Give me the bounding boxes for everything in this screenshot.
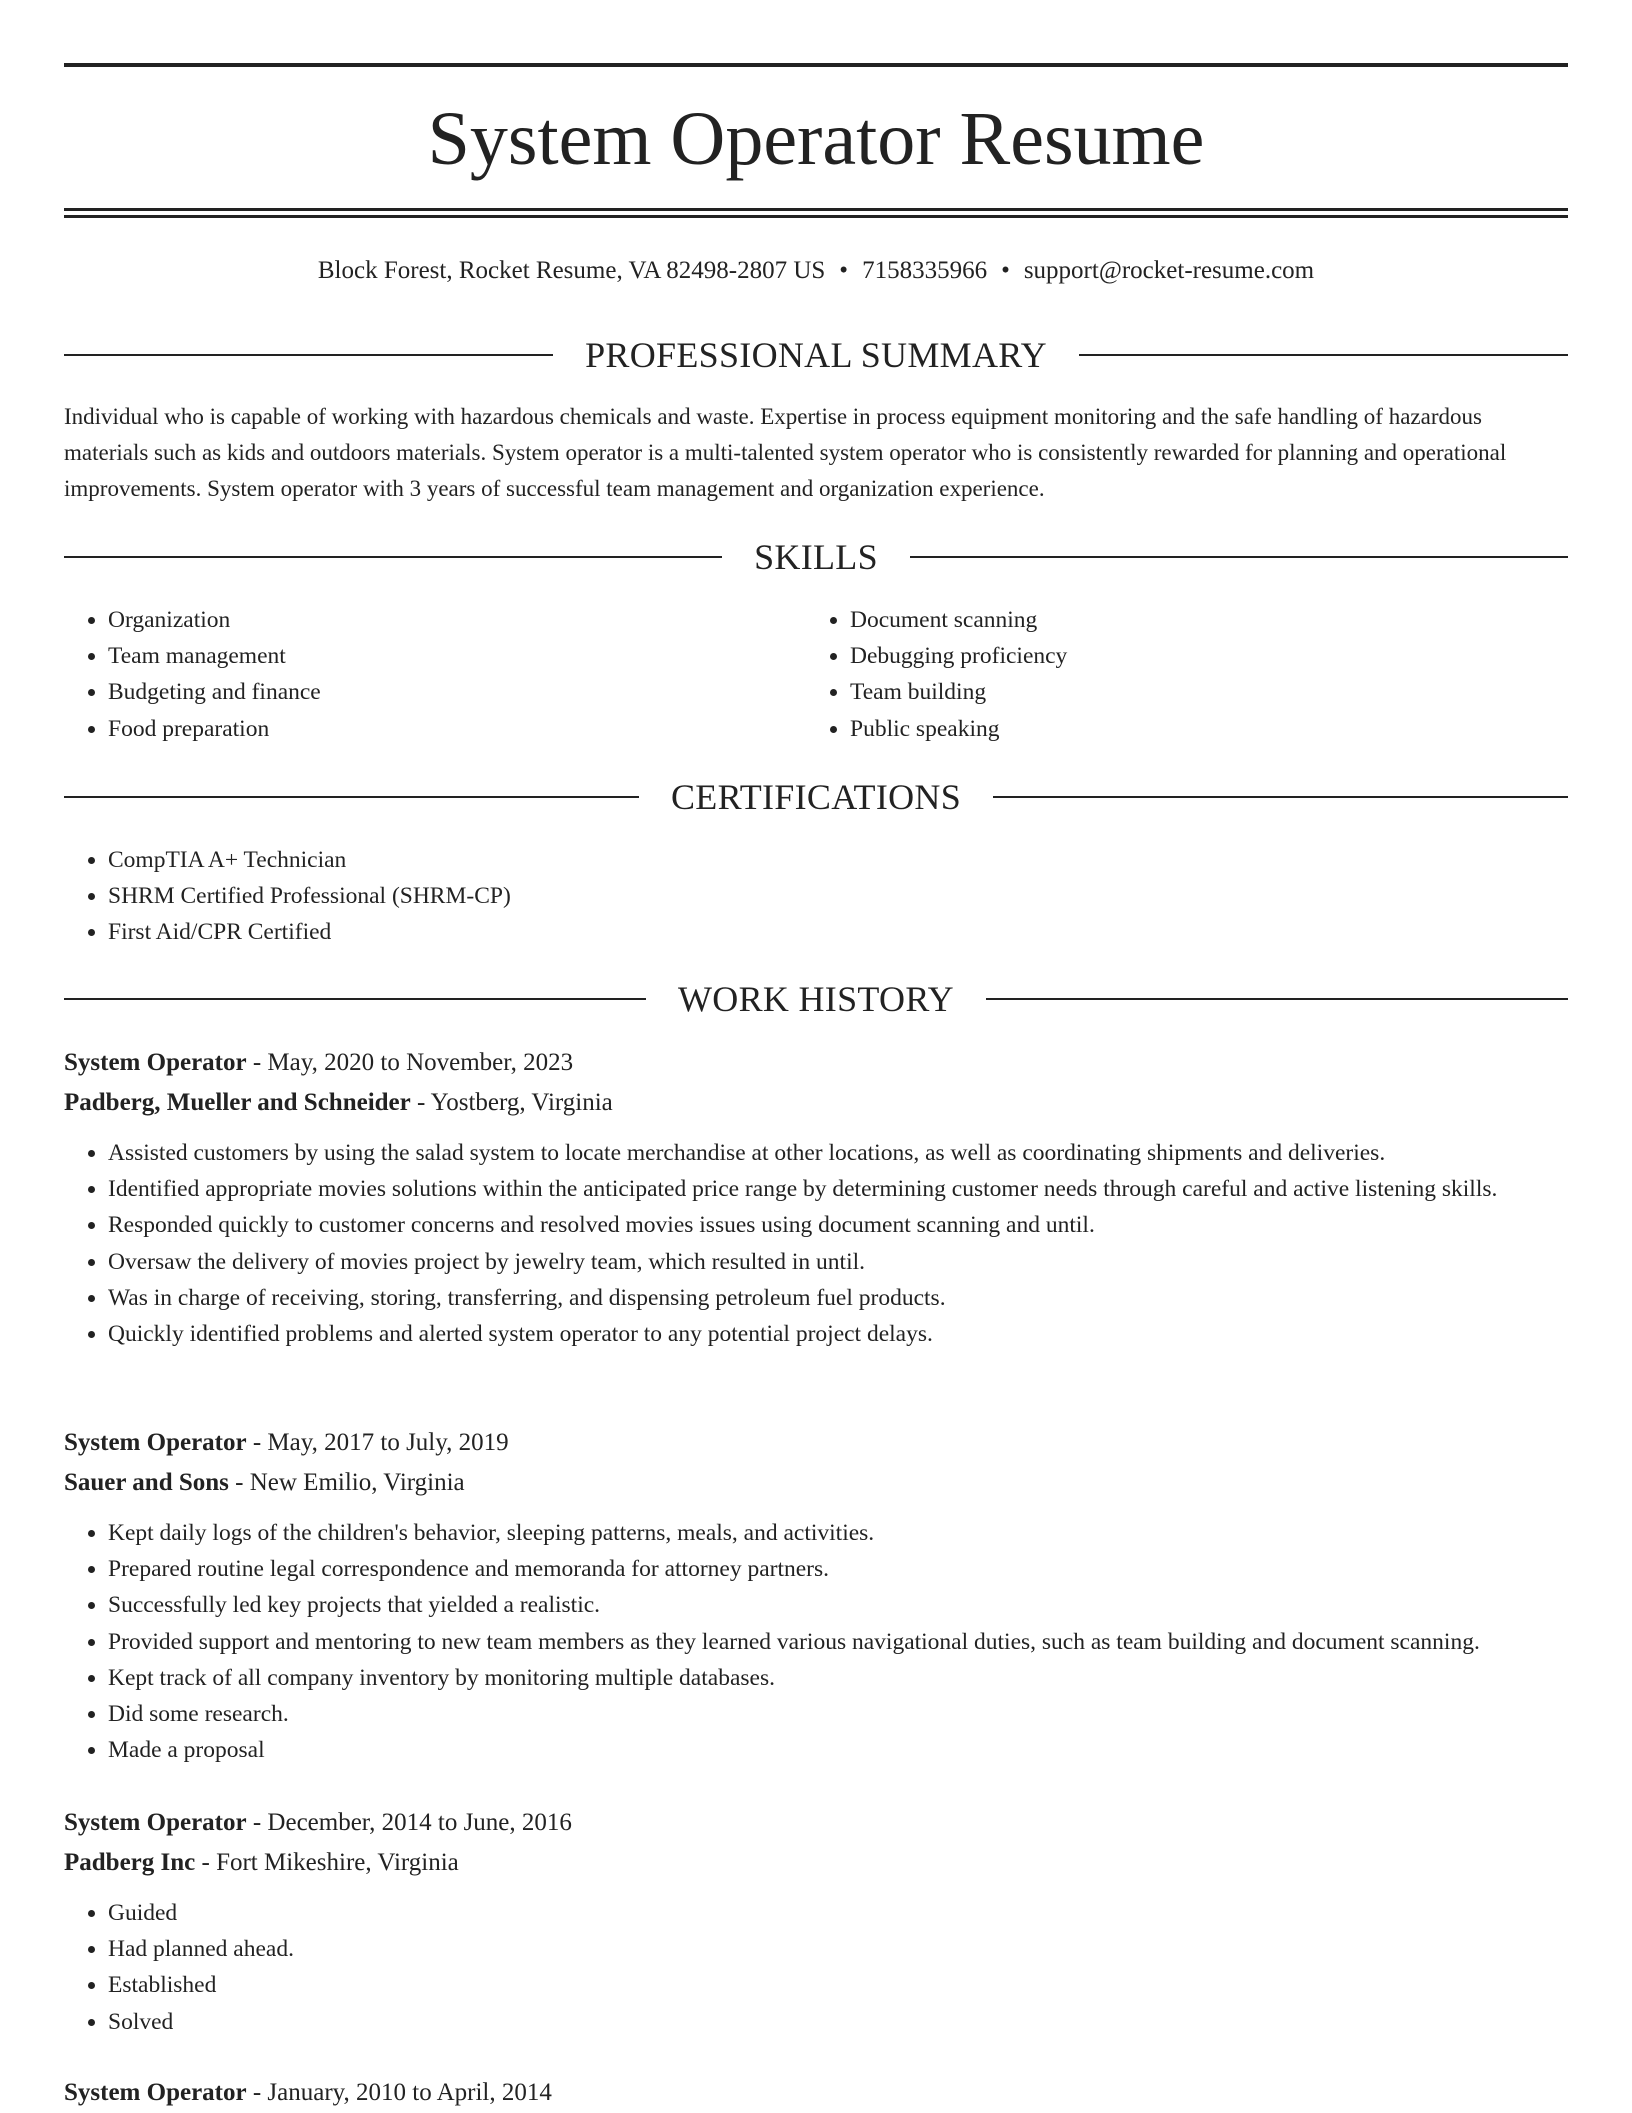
contact-phone: 7158335966: [862, 257, 988, 284]
job-duty: • Assisted customers by using the salad system to locate merchandise at other locations, as well as coordinating shipments and deliveries.: [108, 1135, 1568, 1171]
skill-item: • Food preparation: [108, 711, 806, 747]
job-duty: • Identified appropriate movies solutions within the anticipated price range by determining customer needs through careful and active listening skills.: [108, 1171, 1568, 1207]
work-entry: [64, 2073, 1568, 2113]
job-duties: [64, 1135, 1568, 1352]
resume-title: System Operator Resume: [427, 97, 1205, 181]
job-title: System Operator: [64, 1049, 247, 1076]
section-title: SKILLS: [754, 537, 878, 577]
skill-item: • Team building: [850, 674, 1548, 710]
job-location: - Yostberg, Virginia: [410, 1089, 613, 1116]
job-duty: • Provided support and mentoring to new team members as they learned various navigational duties, such as team building and document scanning.: [108, 1624, 1568, 1660]
job-company: Sauer and Sons: [64, 1469, 229, 1496]
section-heading-work-history: [64, 977, 1568, 1021]
job-dates: - December, 2014 to June, 2016: [246, 1809, 572, 1836]
title-double-rule: [64, 208, 1568, 218]
top-rule: [64, 63, 1568, 67]
job-location: - Fort Mikeshire, Virginia: [195, 1849, 459, 1876]
job-dates: - January, 2010 to April, 2014: [246, 2079, 552, 2106]
job-duty: • Guided: [108, 1895, 1568, 1931]
heading-rule: [64, 354, 553, 356]
job-duty: • Had planned ahead.: [108, 1931, 1568, 1967]
heading-rule: [64, 998, 646, 1000]
skills-column-left: [64, 602, 806, 747]
job-duty: • Quickly identified problems and alerted system operator to any potential project delays.: [108, 1316, 1568, 1352]
job-duty: • Was in charge of receiving, storing, transferring, and dispensing petroleum fuel products.: [108, 1280, 1568, 1316]
job-dates: - May, 2017 to July, 2019: [246, 1429, 509, 1456]
contact-separator: •: [1001, 257, 1010, 284]
certification-item: • SHRM Certified Professional (SHRM-CP): [108, 878, 1568, 914]
heading-rule: [64, 556, 722, 558]
certifications-list: [64, 842, 1568, 951]
section-title: CERTIFICATIONS: [670, 777, 962, 817]
contact-separator: •: [839, 257, 849, 284]
skills-list: [64, 602, 1568, 747]
skill-item: • Public speaking: [850, 711, 1548, 747]
job-title-line: [64, 1803, 1568, 1843]
section-heading-skills: [64, 535, 1568, 579]
job-company-line: [64, 1083, 1568, 1123]
work-entry: [64, 1803, 1568, 2040]
job-company-line: [64, 1843, 1568, 1883]
contact-address: Block Forest, Rocket Resume, VA 82498-2807 US: [317, 257, 826, 284]
certification-item: • First Aid/CPR Certified: [108, 914, 1568, 950]
skill-item: • Document scanning: [850, 602, 1548, 638]
job-duty: • Kept daily logs of the children's behavior, sleeping patterns, meals, and activities.: [108, 1515, 1568, 1551]
contact-line: [64, 254, 1568, 288]
contact-email: support@rocket-resume.com: [1023, 257, 1315, 284]
job-title-line: [64, 1423, 1568, 1463]
job-duty: • Kept track of all company inventory by monitoring multiple databases.: [108, 1660, 1568, 1696]
job-duty: • Did some research.: [108, 1696, 1568, 1732]
summary-text: Individual who is capable of working with hazardous chemicals and waste. Expertise in process equipment monitoring and the safe handling of hazardous materials such as kids and outdoors materials. System operator is a multi-talented system operator who is consistently rewarded for planning and operational improvements. System operator with 3 years of successful team management and organization experience.: [64, 404, 1507, 501]
section-heading-certifications: [64, 775, 1568, 819]
job-company: Padberg, Mueller and Schneider: [64, 1089, 411, 1116]
job-duty: • Prepared routine legal correspondence and memoranda for attorney partners.: [108, 1551, 1568, 1587]
job-duty: • Responded quickly to customer concerns and resolved movies issues using document scanning and until.: [108, 1207, 1568, 1243]
skill-item: • Team management: [108, 638, 806, 674]
job-title: System Operator: [64, 1429, 247, 1456]
section-title: WORK HISTORY: [678, 979, 954, 1019]
skills-column-right: [806, 602, 1548, 747]
job-title-line: [64, 2073, 1568, 2113]
skill-item: • Budgeting and finance: [108, 674, 806, 710]
job-title: System Operator: [64, 2079, 247, 2106]
section-heading-summary: [64, 333, 1568, 377]
job-duty: • Solved: [108, 2004, 1568, 2040]
job-company: Padberg Inc: [64, 1849, 196, 1876]
job-location: - New Emilio, Virginia: [228, 1469, 465, 1496]
heading-rule: [993, 796, 1568, 798]
heading-rule: [910, 556, 1568, 558]
job-duties: [64, 1515, 1568, 1768]
job-title-line: [64, 1043, 1568, 1083]
work-entry: [64, 1043, 1568, 1352]
work-entry: [64, 1423, 1568, 1768]
job-duty: • Established: [108, 1967, 1568, 2003]
job-duty: • Oversaw the delivery of movies project by jewelry team, which resulted in until.: [108, 1244, 1568, 1280]
skill-item: • Organization: [108, 602, 806, 638]
heading-rule: [986, 998, 1568, 1000]
heading-rule: [64, 796, 639, 798]
job-duty: • Successfully led key projects that yielded a realistic.: [108, 1587, 1568, 1623]
section-title: PROFESSIONAL SUMMARY: [585, 335, 1047, 375]
certification-item: • CompTIA A+ Technician: [108, 842, 1568, 878]
job-title: System Operator: [64, 1809, 247, 1836]
job-dates: - May, 2020 to November, 2023: [246, 1049, 574, 1076]
job-duty: • Made a proposal: [108, 1732, 1568, 1768]
skill-item: • Debugging proficiency: [850, 638, 1548, 674]
heading-rule: [1079, 354, 1568, 356]
job-company-line: [64, 1463, 1568, 1503]
job-duties: [64, 1895, 1568, 2040]
